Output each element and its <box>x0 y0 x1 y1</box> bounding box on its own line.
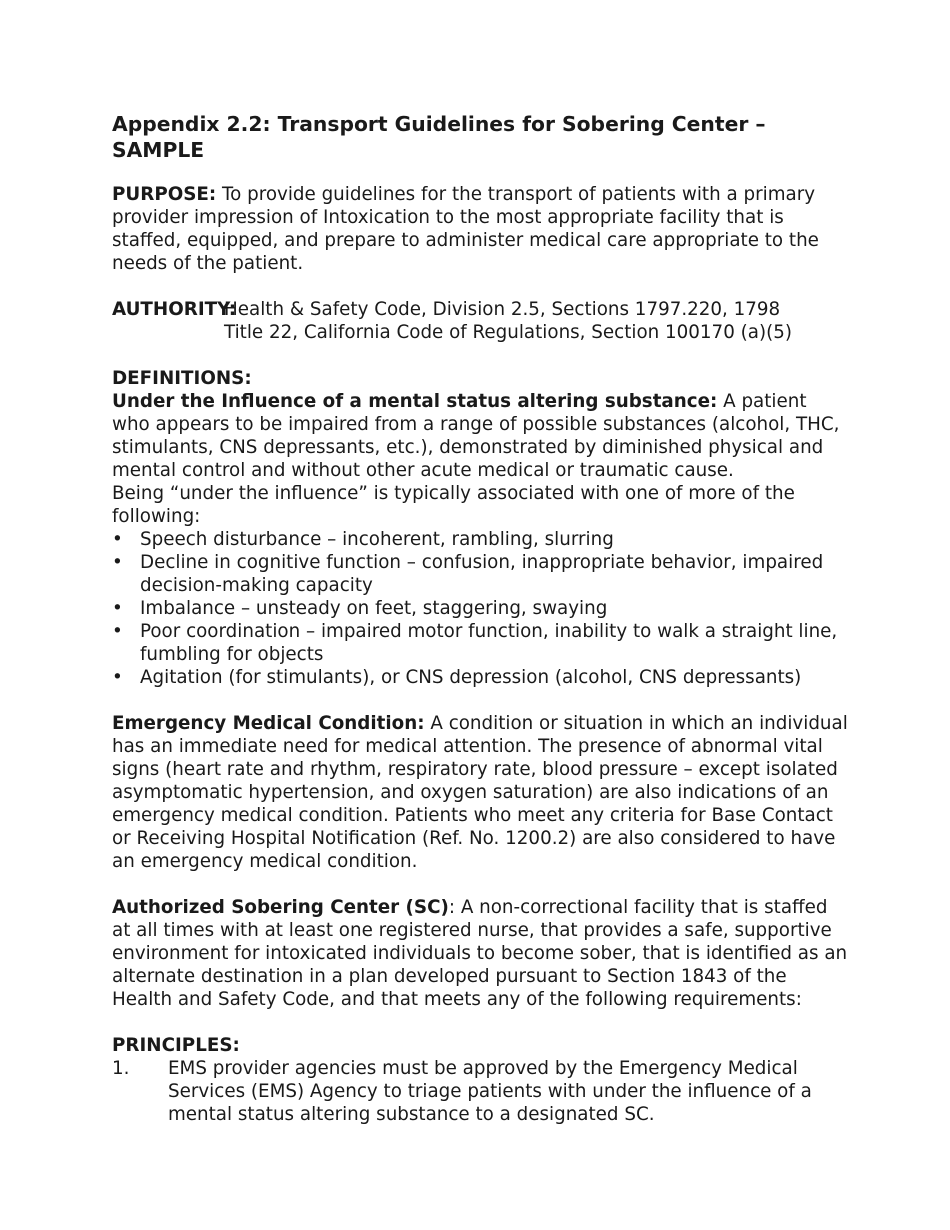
item-text: EMS provider agencies must be approved by the Emergency Medical Services (EMS) Agency to triage patients with under the influence of a mental status altering substance to a designated SC. <box>168 1058 812 1125</box>
definition-under-influence <box>112 390 850 482</box>
list-item: • Imbalance – unsteady on feet, staggering, swaying <box>112 598 608 619</box>
bullet-icon: • <box>112 667 123 688</box>
authority-line: Health & Safety Code, Division 2.5, Sections 1797.220, 1798 <box>224 299 781 320</box>
list-item <box>112 1057 850 1126</box>
definition-text: : A non-correctional facility that is staffed at all times with at least one registered nurse, that provides a safe, supportive environment for intoxicated individuals to become sober, that is identified as an alternate destination in a plan developed pursuant to Section 1843 of the Health and Safety Code, and that meets any of the following requirements: <box>112 897 848 1010</box>
list-item: • Decline in cognitive function – confusion, inappropriate behavior, impaired decision-making capacity <box>112 552 824 596</box>
definition-emergency <box>112 712 850 873</box>
purpose-label: PURPOSE: <box>112 184 217 205</box>
definition-text: A patient who appears to be impaired from a range of possible substances (alcohol, THC, stimulants, CNS depressants, etc.), demonstrated by diminished physical and mental control and without other acute medical or traumatic cause. <box>112 391 840 481</box>
under-influence-intro: Being “under the influence” is typically associated with one of more of the following: <box>112 483 795 527</box>
principles-heading: PRINCIPLES: <box>112 1035 240 1056</box>
bullet-icon: • <box>112 529 123 550</box>
page-title: Appendix 2.2: Transport Guidelines for Sobering Center – SAMPLE <box>112 112 766 162</box>
principles-list <box>112 1057 850 1126</box>
list-item: • Speech disturbance – incoherent, rambling, slurring <box>112 529 614 550</box>
definitions-heading: DEFINITIONS: <box>112 368 252 389</box>
list-item: • Agitation (for stimulants), or CNS depression (alcohol, CNS depressants) <box>112 667 802 688</box>
authority-label: AUTHORITY: <box>112 299 237 320</box>
purpose-text: To provide guidelines for the transport of patients with a primary provider impression of Intoxication to the most appropriate facility that is staffed, equipped, and prepare to administer medical care appropriate to the needs of the patient. <box>112 184 819 274</box>
bullet-icon: • <box>112 621 123 642</box>
definition-sobering-center <box>112 896 850 1011</box>
bullet-icon: • <box>112 598 123 619</box>
bullet-icon: • <box>112 552 123 573</box>
authority-section <box>112 298 850 344</box>
definition-term: Authorized Sobering Center (SC) <box>112 897 449 918</box>
list-item: • Poor coordination – impaired motor function, inability to walk a straight line, fumbling for objects <box>112 621 838 665</box>
symptom-list <box>112 528 850 689</box>
authority-line: Title 22, California Code of Regulations, Section 100170 (a)(5) <box>224 322 792 343</box>
purpose-section <box>112 183 850 275</box>
definition-term: Under the Influence of a mental status altering substance: <box>112 391 718 412</box>
item-number: 1. <box>112 1058 130 1079</box>
definition-term: Emergency Medical Condition: <box>112 713 425 734</box>
definition-text: A condition or situation in which an individual has an immediate need for medical attention. The presence of abnormal vital signs (heart rate and rhythm, respiratory rate, blood pressure – except isolated asymptomatic hypertension, and oxygen saturation) are also indications of an emergency medical condition. Patients who meet any criteria for Base Contact or Receiving Hospital Notification (Ref. No. 1200.2) are also considered to have an emergency medical condition. <box>112 713 848 872</box>
